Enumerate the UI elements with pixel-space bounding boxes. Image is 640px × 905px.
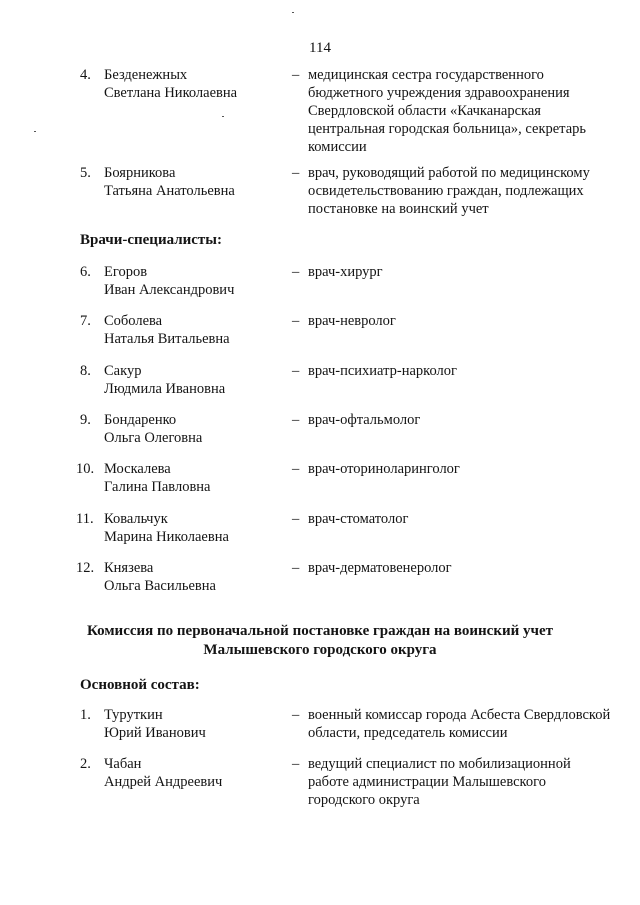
member-role: врач-психиатр-нарколог xyxy=(308,363,457,379)
page-number: 114 xyxy=(309,40,331,56)
member-name xyxy=(104,411,279,447)
dash: – xyxy=(292,560,300,576)
dash: – xyxy=(292,511,300,527)
member-role: медицинская сестра государственного бюджетного учреждения здравоохранения Свердловской области «Качканарская центральная городская больница», секретарь комиссии xyxy=(308,67,586,155)
member-given-names: Юрий Иванович xyxy=(104,725,206,741)
entry-number: 5. xyxy=(80,165,91,181)
member-given-names: Людмила Ивановна xyxy=(104,381,226,397)
dash: – xyxy=(292,165,300,181)
scan-speck xyxy=(292,12,294,13)
member-surname: Сакур xyxy=(104,363,142,379)
member-role: врач-дерматовенеролог xyxy=(308,560,452,576)
member-name xyxy=(104,559,279,595)
member-name xyxy=(104,312,279,348)
entry-number: 11. xyxy=(76,511,94,527)
member-name xyxy=(104,755,279,791)
commission-title xyxy=(60,622,580,660)
specialists-heading: Врачи-специалисты: xyxy=(80,232,223,248)
member-name xyxy=(104,362,279,398)
member-role: врач-офтальмолог xyxy=(308,412,421,428)
member-role: ведущий специалист по мобилизационной работе администрации Малышевского городского округа xyxy=(308,756,571,808)
entry-number: 10. xyxy=(76,461,95,477)
member-surname: Боярникова xyxy=(104,165,176,181)
member-given-names: Иван Александрович xyxy=(104,282,235,298)
entry-number: 1. xyxy=(80,707,91,723)
member-name xyxy=(104,706,279,742)
commission-title-line-1: Комиссия по первоначальной постановке граждан на воинский учет xyxy=(87,623,553,639)
member-surname: Соболева xyxy=(104,313,163,329)
member-name xyxy=(104,164,279,200)
entry-number: 8. xyxy=(80,363,91,379)
main-composition-heading: Основной состав: xyxy=(80,677,200,693)
entry-number: 6. xyxy=(80,264,91,280)
member-role: врач-невролог xyxy=(308,313,396,329)
member-surname: Чабан xyxy=(104,756,142,772)
member-surname: Бондаренко xyxy=(104,412,177,428)
dash: – xyxy=(292,313,300,329)
member-role: врач-хирург xyxy=(308,264,383,280)
entry-number: 4. xyxy=(80,67,91,83)
member-surname: Князева xyxy=(104,560,154,576)
dash: – xyxy=(292,412,300,428)
member-role: врач-оториноларинголог xyxy=(308,461,460,477)
entry-number: 7. xyxy=(80,313,91,329)
dash: – xyxy=(292,67,300,83)
dash: – xyxy=(292,756,300,772)
member-surname: Москалева xyxy=(104,461,171,477)
entry-number: 2. xyxy=(80,756,91,772)
member-given-names: Светлана Николаевна xyxy=(104,85,238,101)
commission-title-line-2: Малышевского городского округа xyxy=(203,642,437,658)
scan-speck xyxy=(34,131,36,132)
member-name xyxy=(104,263,279,299)
member-role: военный комиссар города Асбеста Свердловской области, председатель комиссии xyxy=(308,707,611,741)
member-name xyxy=(104,460,279,496)
member-given-names: Галина Павловна xyxy=(104,479,211,495)
member-name xyxy=(104,510,279,546)
entry-number: 9. xyxy=(80,412,91,428)
dash: – xyxy=(292,264,300,280)
member-given-names: Татьяна Анатольевна xyxy=(104,183,235,199)
member-given-names: Наталья Витальевна xyxy=(104,331,230,347)
dash: – xyxy=(292,461,300,477)
scan-speck xyxy=(222,116,224,117)
member-given-names: Марина Николаевна xyxy=(104,529,229,545)
dash: – xyxy=(292,707,300,723)
member-given-names: Андрей Андреевич xyxy=(104,774,223,790)
member-surname: Егоров xyxy=(104,264,148,280)
dash: – xyxy=(292,363,300,379)
member-given-names: Ольга Олеговна xyxy=(104,430,203,446)
member-role: врач-стоматолог xyxy=(308,511,409,527)
member-given-names: Ольга Васильевна xyxy=(104,578,216,594)
member-name xyxy=(104,66,279,102)
member-role: врач, руководящий работой по медицинскому освидетельствованию граждан, подлежащих постановке на воинский учет xyxy=(308,165,590,217)
member-surname: Туруткин xyxy=(104,707,163,723)
entry-number: 12. xyxy=(76,560,95,576)
member-surname: Безденежных xyxy=(104,67,188,83)
member-surname: Ковальчук xyxy=(104,511,168,527)
